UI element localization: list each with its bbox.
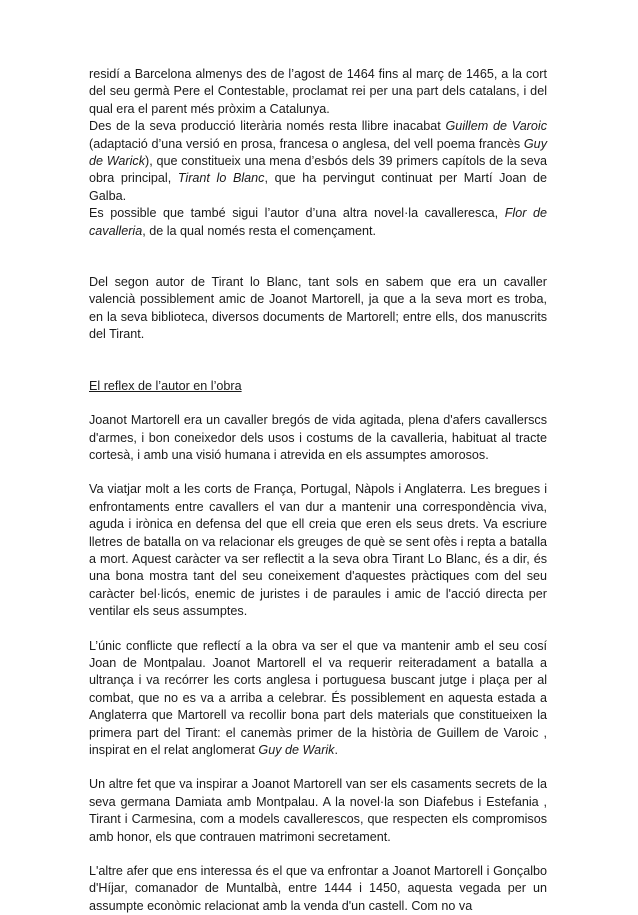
title-guillem-de-varoic: Guillem de Varoic bbox=[445, 119, 547, 134]
paragraph-1: residí a Barcelona almenys des de l’agost de 1464 fins al març de 1465, a la cort del seu germà Pere el Contestable, proclamat rei per una part dels catalans, i del qual era el parent més pròxim a Catalunya. bbox=[89, 67, 547, 116]
section-heading: El reflex de l’autor en l’obra bbox=[89, 378, 242, 393]
title-flor-de-cavalleria: Flor de cavalleria bbox=[89, 206, 547, 238]
paragraph-7 bbox=[89, 638, 547, 760]
title-guy-de-warik: Guy de Warik bbox=[258, 743, 335, 757]
paragraph-6: Va viatjar molt a les corts de França, Portugal, Nàpols i Anglaterra. Les bregues i enfrontaments entre cavallers el van dur a mantenir una correspondència viva, aguda i irònica en defensa del que ell creia que eren els seus drets. Va escriure lletres de batalla on va relacionar els greuges de què se sent ofès i repta a batalla a mort. Aquest caràcter va ser reflectit a la seva obra Tirant Lo Blanc, és a dir, és una bona mostra tant del seu coneixement d'aquestes pràctiques com del seu caràcter bel·licós, enemic de juristes i de paraules i amic de l'acció directa per ventilar els seus assumptes. bbox=[89, 482, 547, 619]
text-run: Des de la seva producció literària només resta llibre inacabat bbox=[89, 119, 446, 134]
text-run: Es possible que també sigui l’autor d’una altra novel·la cavalleresca, bbox=[89, 206, 505, 221]
text-run: , que ha pervingut continuat per Martí Joan de Galba. bbox=[89, 171, 548, 203]
text-run: (adaptació d’una versió en prosa, francesa o anglesa, del vell poema francès bbox=[89, 136, 524, 151]
paragraph-9: L'altre afer que ens interessa és el que va enfrontar a Joanot Martorell i Gonçalbo d'Híjar, comanador de Muntalbà, entre 1444 i 1450, aquesta vegada per un assumpte econòmic relacionat amb la venda d'un castell. Com no va bbox=[89, 864, 547, 913]
paragraph-4: Del segon autor de Tirant lo Blanc, tant sols en sabem que era un cavaller valencià possiblement amic de Joanot Martorell, ja que a la seva mort es troba, en la seva biblioteca, diversos documents de Martorell; entre ells, dos manuscrits del Tirant. bbox=[89, 275, 547, 342]
text-run: . bbox=[334, 743, 338, 757]
text-run: , de la qual només resta el començament. bbox=[142, 223, 377, 238]
paragraph-5: Joanot Martorell era un cavaller bregós de vida agitada, plena d'afers cavallerscs d'armes, i bon coneixedor dels usos i costums de la cavalleria, habituat al tracte cortesà, i amb una visió humana i atrevida en els assumptes amorosos. bbox=[89, 413, 547, 462]
text-run: L’únic conflicte que reflectí a la obra va ser el que va mantenir amb el seu cosí Joan de Montpalau. Joanot Martorell el va requerir reiteradament a batalla a ultrança i va recórrer les corts anglesa i portuguesa buscant jutge i plaça per al combat, que no es va a arriba a celebrar. És possiblement en aquesta estada a Anglaterra que Martorell va recollir bona part dels materials que constitueixen la primera part del Tirant: el canemàs primer de la història de Guillem de Varoic , inspirat en el relat anglomerat bbox=[89, 638, 547, 757]
document-page bbox=[89, 66, 547, 915]
paragraph-2 bbox=[89, 118, 547, 205]
title-tirant-lo-blanc: Tirant lo Blanc bbox=[177, 171, 265, 186]
title-guy-de-warick: Guy de Warick bbox=[89, 136, 547, 169]
paragraph-3 bbox=[89, 205, 547, 240]
text-run: ), que constitueix una mena d’esbós dels 39 primers capítols de la seva obra principal, bbox=[89, 154, 547, 186]
paragraph-8: Un altre fet que va inspirar a Joanot Martorell van ser els casaments secrets de la seva germana Damiata amb Montpalau. A la novel·la son Diafebus i Estefania , Tirant i Carmesina, com a models cavallerescos, que respecten els compromisos amb honor, els que contrauen matrimoni secretament. bbox=[89, 777, 547, 844]
